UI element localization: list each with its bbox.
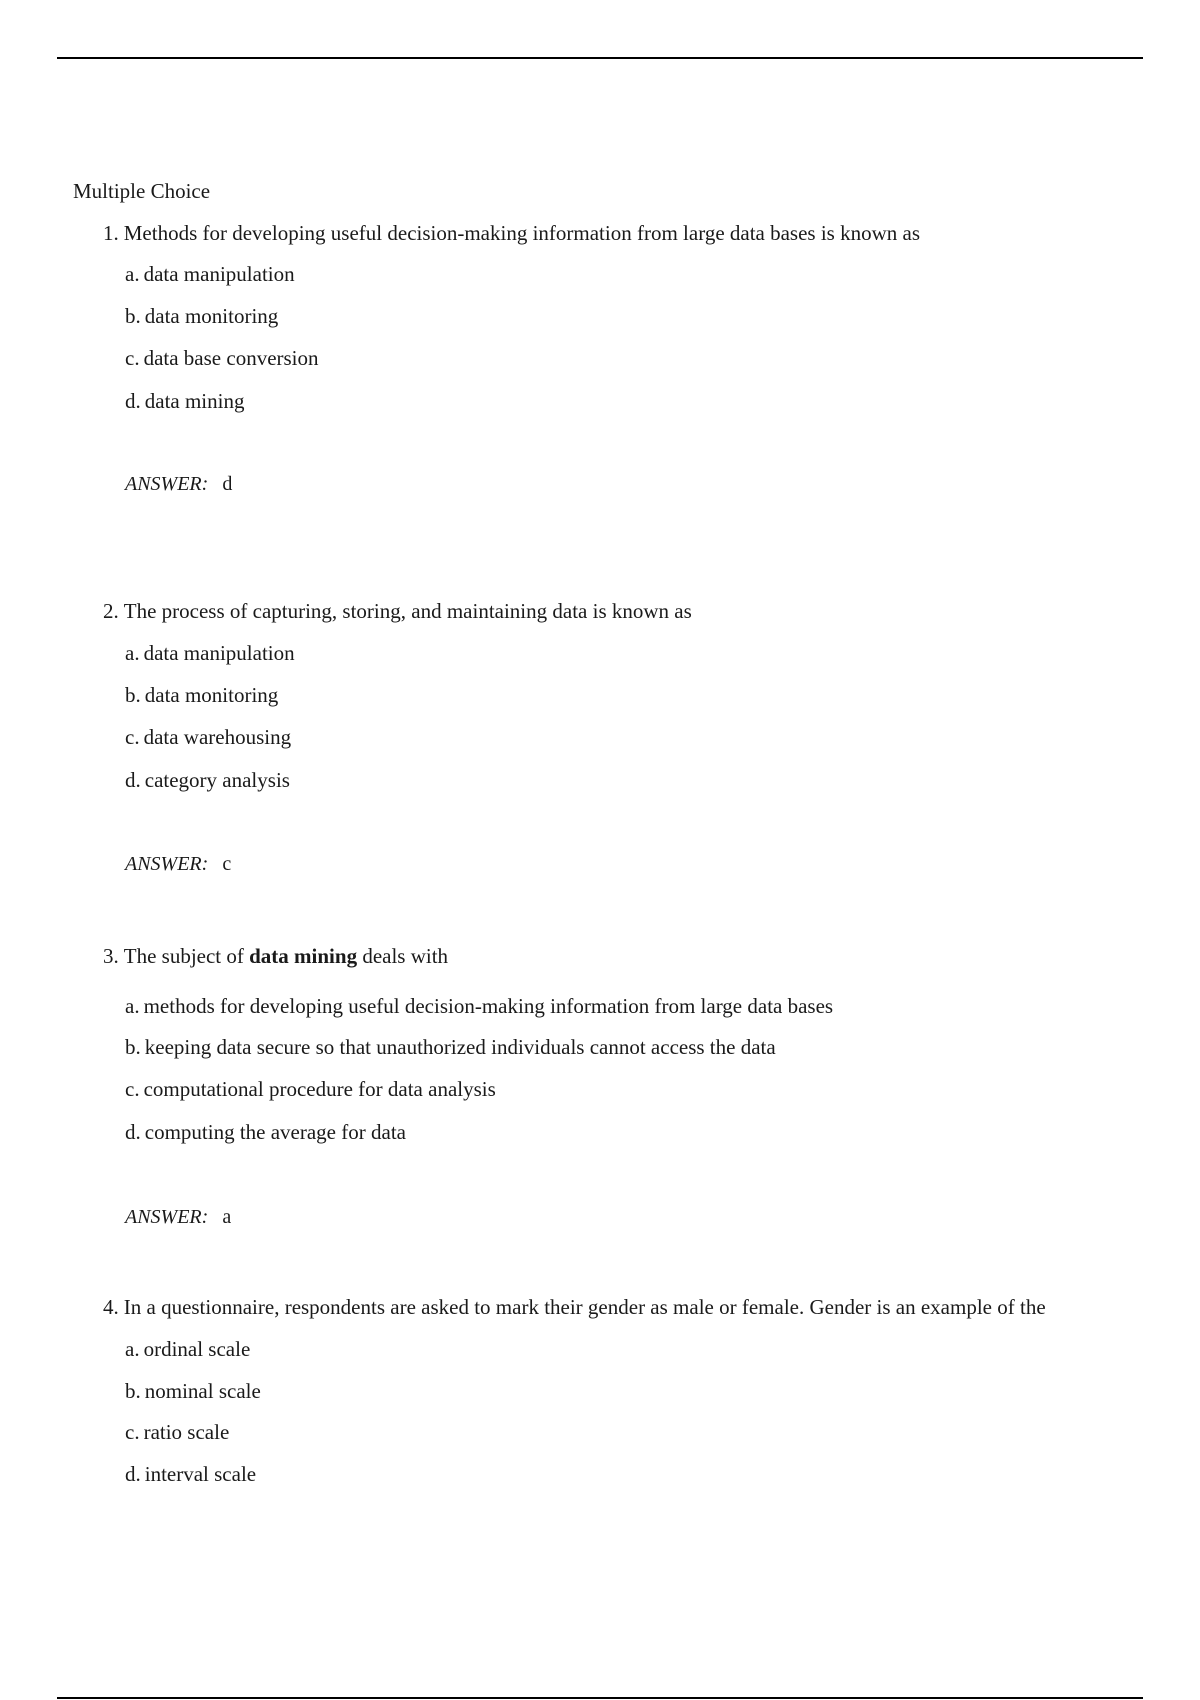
question-text-bold: data mining — [249, 944, 358, 968]
option-text: data base conversion — [143, 346, 319, 370]
question-3-stem — [103, 944, 448, 968]
option-letter: a. — [125, 262, 140, 286]
question-3-answer — [125, 1205, 231, 1229]
option-letter: c. — [125, 1077, 140, 1101]
option-letter: d. — [125, 1120, 141, 1144]
question-2-stem — [103, 599, 692, 623]
question-1-answer — [125, 472, 232, 496]
option-text: interval scale — [144, 1462, 257, 1486]
option-text: ordinal scale — [143, 1337, 251, 1361]
answer-value: a — [222, 1206, 232, 1228]
question-3-option-b — [125, 1035, 776, 1059]
option-letter: d. — [125, 389, 141, 413]
answer-value: d — [222, 473, 233, 495]
question-2-option-b — [125, 683, 278, 707]
question-1-stem — [103, 221, 920, 245]
question-3-option-d — [125, 1120, 406, 1144]
option-letter: d. — [125, 768, 141, 792]
question-text: In a questionnaire, respondents are asked to mark their gender as male or female. Gender is an example of the — [123, 1295, 1046, 1319]
answer-label: ANSWER: — [125, 1206, 209, 1228]
option-letter: d. — [125, 1462, 141, 1486]
question-number: 4. — [103, 1295, 119, 1319]
option-letter: b. — [125, 1035, 141, 1059]
question-text-after: deals with — [357, 944, 449, 968]
option-letter: b. — [125, 304, 141, 328]
option-text: data monitoring — [144, 304, 279, 328]
option-letter: a. — [125, 641, 140, 665]
question-4-option-b — [125, 1379, 261, 1403]
header-rule — [57, 57, 1143, 59]
question-text: Methods for developing useful decision-making information from large data bases is known as — [123, 221, 921, 245]
option-text: category analysis — [144, 768, 290, 792]
question-1-option-d — [125, 389, 244, 413]
question-4-option-c — [125, 1420, 229, 1444]
option-letter: b. — [125, 683, 141, 707]
footer-rule — [57, 1697, 1143, 1699]
option-letter: c. — [125, 1420, 140, 1444]
option-letter: c. — [125, 725, 140, 749]
question-text: The process of capturing, storing, and maintaining data is known as — [123, 599, 692, 623]
option-letter: a. — [125, 994, 140, 1018]
option-letter: c. — [125, 346, 140, 370]
question-2-option-d — [125, 768, 290, 792]
question-3-option-a — [125, 994, 833, 1018]
option-text: data warehousing — [143, 725, 292, 749]
option-letter: a. — [125, 1337, 140, 1361]
option-text: data monitoring — [144, 683, 279, 707]
question-2-answer — [125, 852, 231, 876]
option-text: data manipulation — [143, 641, 295, 665]
option-text: computing the average for data — [144, 1120, 406, 1144]
question-2-option-c — [125, 725, 291, 749]
question-4-option-a — [125, 1337, 250, 1361]
question-4-stem — [103, 1295, 1046, 1319]
answer-label: ANSWER: — [125, 473, 209, 495]
option-text: data mining — [144, 389, 245, 413]
option-text: nominal scale — [144, 1379, 261, 1403]
question-4-option-d — [125, 1462, 256, 1486]
question-text-before: The subject of — [123, 944, 250, 968]
question-3-option-c — [125, 1077, 496, 1101]
question-1-option-b — [125, 304, 278, 328]
answer-value: c — [222, 853, 232, 875]
option-letter: b. — [125, 1379, 141, 1403]
option-text: ratio scale — [143, 1420, 230, 1444]
option-text: data manipulation — [143, 262, 295, 286]
section-title: Multiple Choice — [73, 179, 211, 203]
question-1-option-c — [125, 346, 319, 370]
answer-label: ANSWER: — [125, 853, 209, 875]
option-text: computational procedure for data analysis — [143, 1077, 496, 1101]
question-number: 3. — [103, 944, 119, 968]
question-1-option-a — [125, 262, 295, 286]
option-text: keeping data secure so that unauthorized individuals cannot access the data — [144, 1035, 776, 1059]
question-number: 1. — [103, 221, 119, 245]
question-2-option-a — [125, 641, 295, 665]
question-number: 2. — [103, 599, 119, 623]
option-text: methods for developing useful decision-making information from large data bases — [143, 994, 834, 1018]
